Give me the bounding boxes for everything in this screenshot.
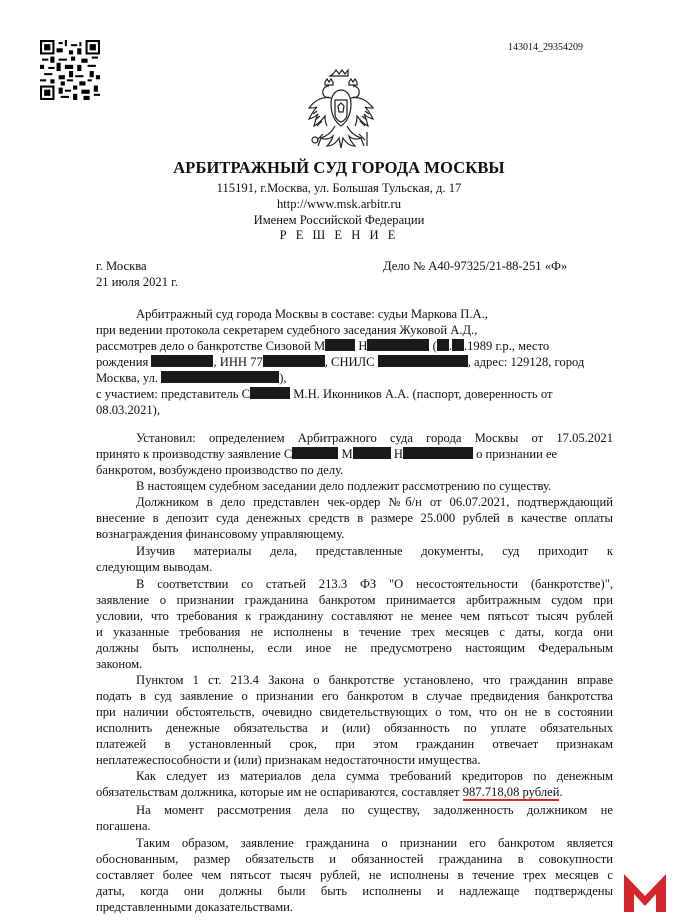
paragraph-established — [96, 430, 613, 478]
document-id: 143014_29354209 — [508, 42, 583, 53]
redaction — [378, 355, 468, 367]
text-line: На момент рассмотрения дела по существу, задолженность должником не — [136, 803, 613, 817]
text-line: с участием: представитель С М.Н. Иконников А.А. (паспорт, доверенность от — [96, 387, 553, 401]
decision-date: 21 июля 2021 г. — [96, 275, 179, 289]
text-line: Таким образом, заявление гражданина о признании его банкротом является — [136, 836, 613, 850]
text-line: следующим выводам. — [96, 560, 213, 574]
text-line: Арбитражный суд города Москвы в составе: судьи Маркова П.А., — [136, 307, 488, 321]
text-line: Изучив материалы дела, представленные документы, суд приходит к — [136, 544, 613, 558]
text-line: должны быть исполнены, если иное не предусмотрено настоящим Федеральным — [96, 641, 613, 655]
debt-amount: 987.718,08 рублей — [462, 785, 560, 799]
text-line: В настоящем судебном заседании дело подлежит рассмотрению по существу. — [136, 479, 552, 493]
text-line: неплатежеспособности и (или) признакам недостаточности имущества. — [96, 753, 481, 767]
court-address: 115191, г.Москва, ул. Большая Тульская, д. 17 — [216, 181, 462, 195]
redaction — [353, 447, 391, 459]
text-line: заявление о признании гражданина банкротом принимается арбитражным судом при — [96, 593, 613, 607]
redaction — [292, 447, 338, 459]
text-line: подать в суд заявление о признании его банкротом в случае предвидения банкротства — [96, 689, 613, 703]
text-line: Установил: определением Арбитражного суда города Москвы от 17.05.2021 — [136, 431, 613, 445]
text-line: составляет более чем пятьсот тысяч рублей, не исполнены в течение трех месяцев с — [96, 868, 613, 882]
in-the-name-line: Именем Российской Федерации — [253, 213, 425, 227]
redaction — [367, 339, 429, 351]
text-line: представленными доказательствами. — [96, 900, 294, 914]
paragraph-article-213-3 — [96, 576, 613, 672]
redaction — [151, 355, 213, 367]
paragraph-composition — [96, 306, 613, 418]
paragraph-debt-status — [96, 802, 613, 834]
text-line: В соответствии со статьей 213.3 ФЗ "О несостоятельности (банкротстве)", — [136, 577, 613, 591]
redaction — [161, 371, 279, 383]
paragraph-review — [96, 543, 613, 575]
text-line: Москва, ул. ), — [96, 371, 287, 385]
paragraph-consideration — [96, 478, 613, 494]
paragraph-article-213-4 — [96, 672, 613, 768]
decision-title: Р Е Ш Е Н И Е — [279, 228, 399, 242]
m-logo-icon — [622, 870, 668, 914]
redaction — [325, 339, 355, 351]
text-line: и указанные требования не исполнены в течение трех месяцев с даты, когда они — [96, 625, 613, 639]
text-line: 08.03.2021), — [96, 403, 161, 417]
text-line: обязательствам должника, которые им не оспариваются, составляет 987.718,08 рублей. — [96, 785, 563, 799]
paragraph-conclusion — [96, 835, 613, 915]
text-line: даты, когда они должны были быть исполнены и надлежаще подтверждены — [96, 884, 613, 898]
text-line: Должником в дело представлен чек-ордер №б/н от 06.07.2021, подтверждающий — [136, 495, 613, 509]
case-number: Дело № А40-97325/21-88-251 «Ф» — [383, 259, 568, 273]
text-line: принято к производству заявление С М Н о признании ее — [96, 447, 558, 461]
text-line: обоснованным, размер обязательств и обязанностей гражданина в совокупности — [96, 852, 613, 866]
text-line: условии, что требования к гражданину составляют не менее чем пятьсот тысяч рублей — [96, 609, 613, 623]
text-line: Пунктом 1 ст. 213.4 Закона о банкротстве установлено, что гражданин вправе — [136, 673, 613, 687]
text-line: погашена. — [96, 819, 151, 833]
paragraph-debt-amount — [96, 768, 613, 800]
coat-of-arms-icon — [305, 68, 377, 156]
redaction — [263, 355, 325, 367]
text-line: внесение в депозит суда денежных средств в размере 25.000 рублей в качестве оплаты — [96, 511, 613, 525]
decision-city: г. Москва — [96, 259, 147, 273]
text-line: исполнить денежные обязательства и (или) обязанность по уплате обязательных — [96, 721, 613, 735]
text-line: законом. — [96, 657, 143, 671]
redaction — [403, 447, 473, 459]
redaction — [437, 339, 449, 351]
text-line: Как следует из материалов дела сумма требований кредиторов по денежным — [136, 769, 613, 783]
text-line: при наличии обстоятельств, очевидно свидетельствующих о том, что он не в состоянии — [96, 705, 613, 719]
text-line: вознаграждения финансовому управляющему. — [96, 527, 345, 541]
text-line: рассмотрев дело о банкротстве Сизовой М Н ( . .1989 г.р., место — [96, 339, 550, 353]
qr-code-icon — [40, 40, 100, 100]
paragraph-payment — [96, 494, 613, 542]
redaction — [250, 387, 290, 399]
text-line: при ведении протокола секретарем судебного заседания Жуковой А.Д., — [96, 323, 478, 337]
court-website: http://www.msk.arbitr.ru — [276, 197, 402, 211]
redaction — [452, 339, 464, 351]
court-name: АРБИТРАЖНЫЙ СУД ГОРОДА МОСКВЫ — [173, 158, 505, 177]
text-line: банкротом, возбуждено производство по делу. — [96, 463, 344, 477]
text-line: рождения , ИНН 77 , СНИЛС , адрес: 129128, город — [96, 355, 585, 369]
text-line: платежей в установленный срок, при этом гражданин отвечает признакам — [96, 737, 613, 751]
